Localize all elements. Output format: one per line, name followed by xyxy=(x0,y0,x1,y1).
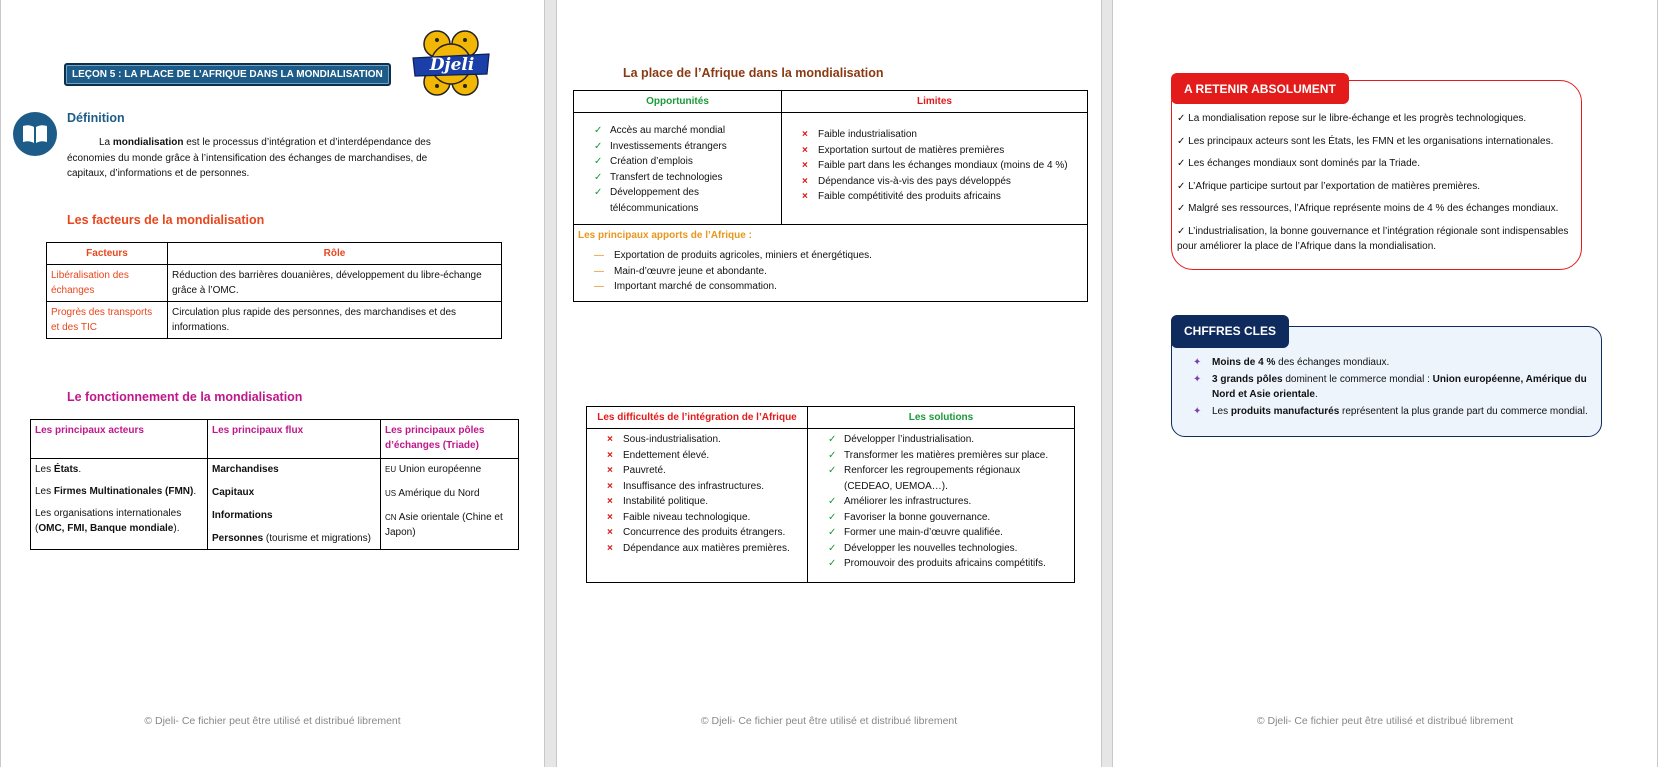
check-icon: ✓ xyxy=(594,140,603,152)
cross-icon: × xyxy=(802,129,808,140)
cross-icon: × xyxy=(607,434,613,445)
pin-icon: ✦ xyxy=(1193,357,1202,368)
table-row xyxy=(47,265,502,302)
check-icon: ✓ xyxy=(594,187,603,198)
check-icon: ✓ xyxy=(1177,113,1189,124)
cn-flag-icon: CN xyxy=(385,513,397,522)
table-row xyxy=(574,225,1088,302)
list-item-text: Instabilité politique. xyxy=(623,496,709,507)
cross-icon: × xyxy=(607,527,613,538)
definition-text: La mondialisation est le processus d’intégration et d’interdépendance des économies du monde grâce à l’intensification des échanges de marchandises, de capitaux, d’informations et de personnes. xyxy=(67,137,431,179)
list-item-text: Pauvreté. xyxy=(623,465,666,476)
list-item-text: Développer l’industrialisation. xyxy=(844,434,975,445)
list-item xyxy=(594,123,777,139)
cross-icon: × xyxy=(802,144,808,156)
poles-cell: EU Union européenne US Amérique du Nord CN Asie orientale (Chine et Japon) xyxy=(381,459,519,550)
footer: © Djeli- Ce fichier peut être utilisé et distribué librement xyxy=(1256,715,1514,727)
difficulties-table xyxy=(586,406,1075,583)
list-item-text: Transfert de technologies xyxy=(610,171,723,183)
list-item xyxy=(828,525,1070,541)
footer: © Djeli- Ce fichier peut être utilisé et distribué librement xyxy=(144,715,401,727)
list-item xyxy=(828,556,1070,572)
check-icon: ✓ xyxy=(828,434,837,445)
cross-icon: × xyxy=(607,465,613,476)
check-icon: ✓ xyxy=(828,527,837,538)
retain-item: ✓ Les échanges mondiaux sont dominés par la Triade. xyxy=(1177,158,1420,169)
cross-icon: × xyxy=(802,175,808,187)
list-item xyxy=(594,264,1083,280)
flows-header: Les principaux flux xyxy=(208,420,381,459)
list-item-text: Faible industrialisation xyxy=(818,129,917,140)
definition-heading: Définition xyxy=(67,111,125,125)
list-item xyxy=(607,541,803,557)
difficulties-cell xyxy=(587,429,808,583)
cross-icon: × xyxy=(607,449,613,461)
factors-header-factor: Facteurs xyxy=(47,243,168,265)
list-item-text: Dépendance vis-à-vis des pays développés xyxy=(818,175,1011,187)
list-item xyxy=(828,541,1070,557)
retain-title: A RETENIR ABSOLUMENT xyxy=(1171,73,1349,104)
flows-cell: Marchandises Capitaux Informations Personnes (tourisme et migrations) xyxy=(208,459,381,550)
table-row xyxy=(47,302,502,339)
list-item xyxy=(607,494,803,510)
page-2 xyxy=(556,0,1102,767)
cross-icon: × xyxy=(802,191,808,202)
check-icon: ✓ xyxy=(1177,225,1189,237)
table-row xyxy=(31,459,519,550)
list-item-text: Sous-industrialisation. xyxy=(623,434,721,445)
us-flag-icon: US xyxy=(385,489,397,498)
check-icon: ✓ xyxy=(828,496,837,507)
poles-header: Les principaux pôles d’échanges (Triade) xyxy=(381,420,519,459)
functioning-heading: Le fonctionnement de la mondialisation xyxy=(67,390,303,404)
list-item-text: Concurrence des produits étrangers. xyxy=(623,527,786,538)
check-icon: ✓ xyxy=(594,156,603,167)
list-item-text: Renforcer les regroupements régionaux (CEDEAO, UEMOA…). xyxy=(844,465,1021,492)
list-item xyxy=(802,174,1083,190)
retain-item: ✓ L’Afrique participe surtout par l’exportation de matières premières. xyxy=(1177,180,1480,192)
page-3 xyxy=(1112,0,1658,767)
check-icon: ✓ xyxy=(828,449,837,461)
limits-cell xyxy=(782,113,1088,225)
opportunities-table xyxy=(573,90,1088,302)
list-item xyxy=(802,189,1083,205)
list-item xyxy=(594,170,777,186)
contributions-cell xyxy=(574,225,1088,302)
list-item xyxy=(594,279,1083,295)
list-item-text: Faible compétitivité des produits africains xyxy=(818,191,1001,202)
page2-heading: La place de l’Afrique dans la mondialisation xyxy=(623,66,884,80)
list-item-text: Développer les nouvelles technologies. xyxy=(844,542,1018,554)
factors-table xyxy=(46,242,502,339)
actors-header: Les principaux acteurs xyxy=(31,420,208,459)
list-item xyxy=(607,432,803,448)
list-item-text: Investissements étrangers xyxy=(610,140,727,152)
list-item-text: Développement des télécommunications xyxy=(610,187,699,214)
djeli-logo xyxy=(409,28,493,100)
list-item xyxy=(828,448,1070,464)
list-item xyxy=(828,494,1070,510)
list-item-text: Important marché de consommation. xyxy=(614,281,777,292)
pin-icon: ✦ xyxy=(1193,405,1202,417)
list-item xyxy=(594,139,777,155)
list-item xyxy=(607,510,803,526)
check-icon: ✓ xyxy=(1177,203,1189,214)
solutions-cell xyxy=(808,429,1075,583)
contributions-heading: Les principaux apports de l’Afrique : xyxy=(578,230,752,241)
check-icon: ✓ xyxy=(828,511,837,523)
pin-icon: ✦ xyxy=(1193,373,1202,385)
list-item xyxy=(802,143,1083,159)
table-row xyxy=(587,429,1075,583)
list-item-text: Endettement élevé. xyxy=(623,449,710,461)
retain-item: ✓ Malgré ses ressources, l’Afrique représente moins de 4 % des échanges mondiaux. xyxy=(1177,203,1559,214)
list-item xyxy=(802,158,1083,174)
list-item-text: Faible part dans les échanges mondiaux (moins de 4 %) xyxy=(818,160,1068,171)
factors-heading: Les facteurs de la mondialisation xyxy=(67,213,265,227)
list-item xyxy=(802,127,1083,143)
list-item xyxy=(607,525,803,541)
role-cell: Réduction des barrières douanières, développement du libre-échange grâce à l’OMC. xyxy=(168,265,502,302)
figures-list: ✦ Moins de 4 % des échanges mondiaux. ✦ 3 grands pôles dominent le commerce mondial : Union européenne, Amérique du Nord et Asie orientale. ✦ Les produits manufacturés représentent la plus grande part du commerce mondial. xyxy=(1193,355,1595,419)
factor-cell: Progrès des transports et des TIC xyxy=(47,302,168,339)
list-item-text: Exportation de produits agricoles, miniers et énergétiques. xyxy=(614,250,872,261)
cross-icon: × xyxy=(607,511,613,523)
list-item-text: Favoriser la bonne gouvernance. xyxy=(844,511,991,523)
list-item xyxy=(828,432,1070,448)
page-1 xyxy=(0,0,545,767)
retain-list xyxy=(1177,111,1577,262)
cross-icon: × xyxy=(607,496,613,507)
actors-cell: Les États. Les Firmes Multinationales (FMN). Les organisations internationales (OMC, FMI, Banque mondiale). xyxy=(31,459,208,550)
book-icon xyxy=(13,112,57,156)
list-item xyxy=(607,479,803,495)
functioning-table xyxy=(30,419,519,550)
footer: © Djeli- Ce fichier peut être utilisé et distribué librement xyxy=(700,715,958,727)
list-item xyxy=(607,463,803,479)
check-icon: ✓ xyxy=(828,465,837,476)
cross-icon: × xyxy=(607,542,613,554)
list-item xyxy=(594,248,1083,264)
list-item xyxy=(594,185,777,216)
solutions-header: Les solutions xyxy=(808,407,1075,429)
opportunities-cell xyxy=(574,113,782,225)
list-item xyxy=(594,154,777,170)
check-icon: ✓ xyxy=(828,542,837,554)
eu-flag-icon: EU xyxy=(385,465,397,474)
retain-item: ✓ L’industrialisation, la bonne gouvernance et l’intégration régionale sont indispensables pour améliorer la place de l’Afrique dans la mondialisation. xyxy=(1177,225,1569,252)
list-item-text: Promouvoir des produits africains compétitifs. xyxy=(844,558,1046,569)
check-icon: ✓ xyxy=(594,125,603,136)
list-item-text: Accès au marché mondial xyxy=(610,125,726,136)
check-icon: ✓ xyxy=(1177,135,1189,147)
limits-header: Limites xyxy=(782,91,1088,113)
role-cell: Circulation plus rapide des personnes, des marchandises et des informations. xyxy=(168,302,502,339)
dash-icon: — xyxy=(594,250,604,261)
list-item-text: Améliorer les infrastructures. xyxy=(844,496,972,507)
retain-item: ✓ Les principaux acteurs sont les États, les FMN et les organisations internationales. xyxy=(1177,135,1554,147)
check-icon: ✓ xyxy=(1177,180,1189,192)
lesson-title: LEÇON 5 : LA PLACE DE L’AFRIQUE DANS LA MONDIALISATION xyxy=(64,63,391,86)
dash-icon: — xyxy=(594,281,604,292)
list-item-text: Former une main-d’œuvre qualifiée. xyxy=(844,527,1003,538)
opportunities-header: Opportunités xyxy=(574,91,782,113)
check-icon: ✓ xyxy=(828,558,837,569)
list-item xyxy=(828,510,1070,526)
list-item xyxy=(828,463,1070,494)
list-item-text: Insuffisance des infrastructures. xyxy=(623,480,764,492)
retain-item: ✓ La mondialisation repose sur le libre-échange et les progrès technologiques. xyxy=(1177,113,1527,124)
table-row xyxy=(574,113,1088,225)
list-item-text: Faible niveau technologique. xyxy=(623,511,751,523)
list-item xyxy=(607,448,803,464)
list-item-text: Transformer les matières premières sur place. xyxy=(844,449,1049,461)
figures-title: CHFFRES CLES xyxy=(1171,315,1289,348)
dash-icon: — xyxy=(594,265,604,277)
list-item-text: Création d’emplois xyxy=(610,156,693,167)
cross-icon: × xyxy=(802,160,808,171)
logo-text: Djeli xyxy=(429,55,475,75)
difficulties-header: Les difficultés de l’intégration de l’Afrique xyxy=(587,407,808,429)
cross-icon: × xyxy=(607,480,613,492)
factor-cell: Libéralisation des échanges xyxy=(47,265,168,302)
list-item-text: Main-d’œuvre jeune et abondante. xyxy=(614,265,767,277)
check-icon: ✓ xyxy=(1177,158,1189,169)
list-item-text: Exportation surtout de matières premières xyxy=(818,144,1005,156)
factors-header-role: Rôle xyxy=(168,243,502,265)
list-item-text: Dépendance aux matières premières. xyxy=(623,542,790,554)
check-icon: ✓ xyxy=(594,171,603,183)
